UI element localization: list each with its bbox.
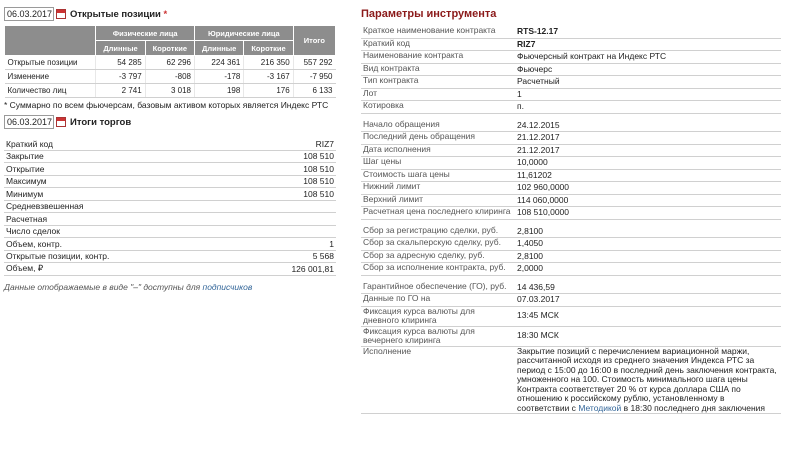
param-value: 21.12.2017 [515,132,781,145]
cell-value: 198 [195,84,244,98]
header-short: Короткие [244,41,293,56]
cell-value: 3 018 [145,84,194,98]
param-row [361,263,781,276]
param-row [361,76,781,89]
trade-results-header [4,114,336,130]
param-value: 1,4050 [515,238,781,251]
cell-value: 6 133 [293,84,335,98]
row-value: 1 [236,238,336,251]
cell-value: 62 296 [145,56,194,70]
cell-value: -178 [195,70,244,84]
cell-value: 216 350 [244,56,293,70]
param-row [361,194,781,207]
table-row [4,213,336,226]
section-title [70,9,167,20]
param-value: Фьючерс [515,63,781,76]
cell-value: -7 950 [293,70,335,84]
table-row [4,200,336,213]
param-row [361,326,781,346]
params-table [361,26,781,414]
cell-value: 557 292 [293,56,335,70]
param-key: Котировка [361,101,515,114]
right-column [361,8,781,414]
row-value [236,225,336,238]
header-total: Итого [293,26,335,56]
row-label: Количество лиц [5,84,96,98]
header-short: Короткие [145,41,194,56]
param-key: Данные по ГО на [361,294,515,307]
trade-results-table [4,138,336,276]
param-value: 102 960,0000 [515,182,781,195]
row-value [236,200,336,213]
param-key: Сбор за адресную сделку, руб. [361,250,515,263]
param-row [361,169,781,182]
param-value: 2,8100 [515,226,781,238]
row-label: Минимум [4,188,236,201]
param-key: Вид контракта [361,63,515,76]
param-value: 07.03.2017 [515,294,781,307]
open-positions-title: Открытые позиции [70,8,161,20]
row-value: 5 568 [236,250,336,263]
row-label: Открытие [4,163,236,176]
param-key: Последний день обращения [361,132,515,145]
header-individuals: Физические лица [96,26,195,41]
row-value: 108 510 [236,150,336,163]
row-value: 108 510 [236,175,336,188]
param-key: Сбор за регистрацию сделки, руб. [361,226,515,238]
param-key: Сбор за исполнение контракта, руб. [361,263,515,276]
param-row [361,294,781,307]
param-row [361,51,781,64]
param-row [361,238,781,251]
param-row [361,144,781,157]
param-row [361,207,781,220]
row-value: RIZ7 [236,138,336,150]
table-row [5,56,336,70]
asterisk: * [163,8,168,20]
param-row [361,226,781,238]
param-key: Фиксация курса валюты для вечернего клиринга [361,326,515,346]
date-input[interactable]: 06.03.2017 [4,7,54,21]
subscribers-link[interactable]: подписчиков [202,281,253,292]
param-value: 14 436,59 [515,282,781,294]
row-value [236,213,336,226]
cell-value: -3 797 [96,70,145,84]
param-value: Закрытие позиций с перечислением вариационной маржи, рассчитанной исходя из среднего значения Индекса РТС за период с 15:00 до 16:00 в последний день заключения контракта, умноженного на 100. Стоимость минимального шага цены Контракта соответствует 20 % от курса доллара США по отношению к российскому рублю, установленному в соответствии с Методикой в 18:30 последнего дня заключения [515,346,781,414]
row-label: Средневзвешенная [4,200,236,213]
row-label: Максимум [4,175,236,188]
table-row [5,70,336,84]
param-key: Лот [361,88,515,101]
header-long: Длинные [195,41,244,56]
methodology-link[interactable]: Методикой [578,402,622,413]
cell-value: 2 741 [96,84,145,98]
empty-header [5,26,96,56]
date-input[interactable]: 06.03.2017 [4,115,54,129]
param-key: Начало обращения [361,120,515,132]
table-row [4,163,336,176]
cell-value: -3 167 [244,70,293,84]
param-value: 114 060,0000 [515,194,781,207]
table-row [4,138,336,150]
param-key: Дата исполнения [361,144,515,157]
open-positions-header [4,6,336,22]
cell-value: -808 [145,70,194,84]
left-column [4,6,336,292]
param-value: 10,0000 [515,157,781,170]
param-value: 2,8100 [515,250,781,263]
table-row [4,225,336,238]
row-label: Закрытие [4,150,236,163]
table-row [4,250,336,263]
row-value: 108 510 [236,188,336,201]
param-key: Расчетная цена последнего клиринга [361,207,515,220]
param-value: 24.12.2015 [515,120,781,132]
calendar-icon[interactable] [56,117,66,127]
param-key: Верхний лимит [361,194,515,207]
param-row [361,63,781,76]
param-value: п. [515,101,781,114]
param-row [361,346,781,414]
row-label: Открытые позиции, контр. [4,250,236,263]
table-row [4,150,336,163]
param-key: Фиксация курса валюты для дневного клиринга [361,306,515,326]
table-row [4,175,336,188]
param-row [361,132,781,145]
param-key: Наименование контракта [361,51,515,64]
cell-value: 54 285 [96,56,145,70]
param-row [361,88,781,101]
param-value: 1 [515,88,781,101]
param-key: Исполнение [361,346,515,414]
row-label: Краткий код [4,138,236,150]
row-label: Объем, ₽ [4,263,236,276]
row-value: 126 001,81 [236,263,336,276]
param-value: 2,0000 [515,263,781,276]
footnote [4,282,336,292]
footnote-text: Данные отображаемые в виде "–" доступны для [4,281,203,292]
row-value: 108 510 [236,163,336,176]
table-row [5,84,336,98]
param-value: Фьючерсный контракт на Индекс РТС [515,51,781,64]
cell-value: 224 361 [195,56,244,70]
param-value: RTS-12.17 [515,26,781,38]
param-row [361,250,781,263]
params-title: Параметры инструмента [361,8,497,20]
param-row [361,38,781,51]
table-row [4,238,336,251]
cell-value: 176 [244,84,293,98]
param-key: Тип контракта [361,76,515,89]
param-key: Шаг цены [361,157,515,170]
param-value: 11,61202 [515,169,781,182]
row-label: Число сделок [4,225,236,238]
param-value: 18:30 МСК [515,326,781,346]
param-row [361,120,781,132]
param-value: 21.12.2017 [515,144,781,157]
param-key: Нижний лимит [361,182,515,195]
param-key: Гарантийное обеспечение (ГО), руб. [361,282,515,294]
param-value: 13:45 МСК [515,306,781,326]
positions-note: * Суммарно по всем фьючерсам, базовым активом которых является Индекс РТС [4,100,329,110]
param-row [361,306,781,326]
param-key: Стоимость шага цены [361,169,515,182]
trade-results-title: Итоги торгов [70,116,132,128]
param-row [361,157,781,170]
row-label: Изменение [5,70,96,84]
param-key: Краткий код [361,38,515,51]
param-key: Сбор за скальперскую сделку, руб. [361,238,515,251]
row-label: Расчетная [4,213,236,226]
param-value: Расчетный [515,76,781,89]
row-label: Открытые позиции [5,56,96,70]
calendar-icon[interactable] [56,9,66,19]
table-row [4,263,336,276]
param-row [361,101,781,114]
param-key: Краткое наименование контракта [361,26,515,38]
param-value: 108 510,0000 [515,207,781,220]
param-row [361,182,781,195]
param-row [361,26,781,38]
param-value: RIZ7 [515,38,781,51]
open-positions-table [4,25,336,98]
table-row [4,188,336,201]
row-label: Объем, контр. [4,238,236,251]
header-long: Длинные [96,41,145,56]
param-row [361,282,781,294]
header-legal: Юридические лица [195,26,294,41]
